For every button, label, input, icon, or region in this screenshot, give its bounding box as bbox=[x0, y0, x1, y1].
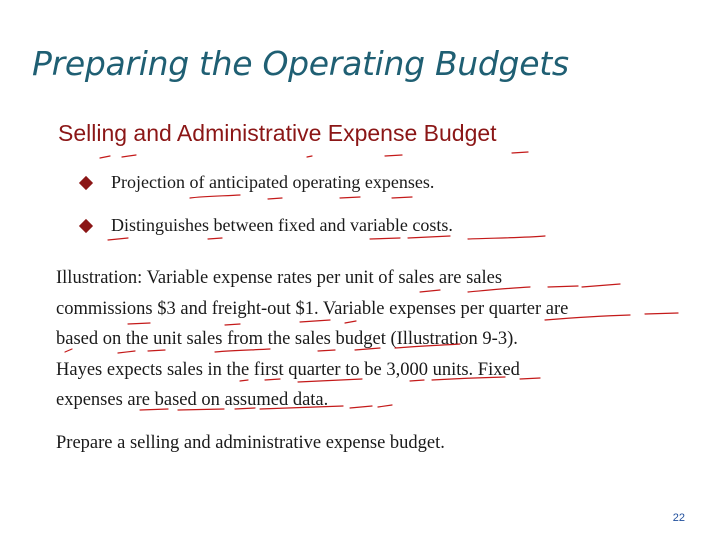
bullet-item bbox=[78, 172, 434, 193]
instruction-text: Prepare a selling and administrative expense budget. bbox=[56, 433, 445, 453]
illustration-paragraph bbox=[56, 263, 686, 416]
page-number: 22 bbox=[672, 512, 685, 524]
paragraph-line: Illustration: Variable expense rates per unit of sales are sales bbox=[56, 268, 503, 288]
bullet-text: Distinguishes between fixed and variable costs. bbox=[111, 215, 453, 235]
instruction-paragraph bbox=[56, 428, 686, 459]
slide-title: Preparing the Operating Budgets bbox=[32, 44, 569, 83]
bullet-text: Projection of anticipated operating expenses. bbox=[111, 172, 435, 192]
paragraph-line: commissions $3 and freight-out $1. Variable expenses per quarter are bbox=[56, 298, 569, 319]
bullet-item bbox=[78, 215, 453, 236]
diamond-bullet-icon bbox=[79, 175, 93, 189]
diamond-bullet-icon bbox=[79, 218, 93, 232]
paragraph-line: expenses are based on assumed data. bbox=[56, 390, 329, 410]
paragraph-line: based on the unit sales from the sales budget (Illustration 9-3). bbox=[56, 329, 518, 349]
paragraph-line: Hayes expects sales in the first quarter to be 3,000 units. Fixed bbox=[56, 359, 520, 380]
section-subtitle: Selling and Administrative Expense Budget bbox=[58, 120, 497, 146]
